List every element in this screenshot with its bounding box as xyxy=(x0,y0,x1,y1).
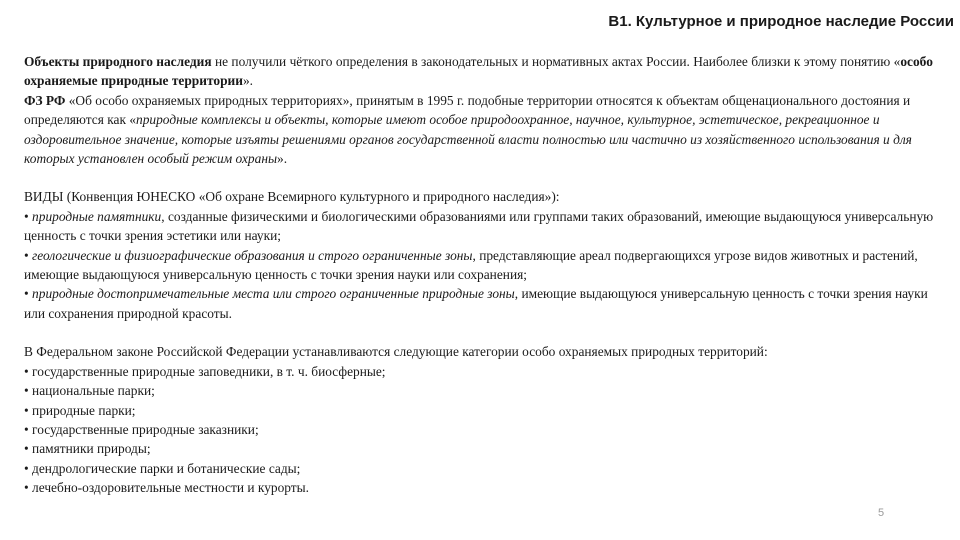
slide-content xyxy=(24,52,940,498)
list-item: • природные парки; xyxy=(24,402,136,418)
list-item: • лечебно-оздоровительные местности и курорты. xyxy=(24,480,309,496)
law-name: ФЗ РФ xyxy=(24,92,66,108)
list-item: • геологические и физиографические образования и строго ограниченные зоны, представляющие ареал подвергающихся угрозе видов животных и растений, имеющие выдающуюся универсальную ценность с точки зрения науки или сохранения; xyxy=(24,247,918,283)
term-protected-areas: особо охраняемые природные территории xyxy=(24,54,933,89)
paragraph-categories xyxy=(24,342,940,497)
paragraph-types xyxy=(24,187,940,323)
list-item: • государственные природные заказники; xyxy=(24,421,259,437)
term-natural-heritage: Объекты природного наследия xyxy=(24,54,212,69)
page-number: 5 xyxy=(878,507,885,519)
list-item: • государственные природные заповедники, в т. ч. биосферные; xyxy=(24,363,386,379)
text-segment: ». xyxy=(277,151,288,167)
types-heading: ВИДЫ (Конвенция ЮНЕСКО «Об охране Всемирного культурного и природного наследия»): xyxy=(24,189,560,205)
categories-intro: В Федеральном законе Российской Федерации устанавливаются следующие категории особо охраняемых природных территорий: xyxy=(24,344,768,360)
text-segment: ». xyxy=(242,73,253,89)
definition-text: природные комплексы и объекты, которые имеют особое природоохранное, научное, культурное, эстетическое, рекреационное и оздоровительное значение, которые изъяты решениями органов государственной власти полностью или частично из хозяйственного использования и для которых установлен особый режим охраны xyxy=(24,112,912,167)
list-item: • национальные парки; xyxy=(24,383,155,399)
text-segment: «Об особо охраняемых природных территориях», принятым в 1995 г. подобные территории относятся к объектам общенационального достояния и определяются как « xyxy=(24,92,911,128)
list-item: • природные достопримечательные места или строго ограниченные природные зоны, имеющие выдающуюся универсальную ценность с точки зрения науки или сохранения природной красоты. xyxy=(24,286,928,321)
list-item: • памятники природы; xyxy=(24,441,151,457)
list-item: • природные памятники, созданные физическими и биологическими образованиями или группами таких образований, имеющие выдающуюся универсальную ценность с точки зрения эстетики или науки; xyxy=(24,208,934,244)
paragraph-definition xyxy=(24,52,940,168)
text-segment: не получили чёткого определения в законодательных и нормативных актах России. Наиболее близки к этому понятию « xyxy=(211,54,901,69)
list-item: • дендрологические парки и ботанические сады; xyxy=(24,460,301,476)
slide-title: В1. Культурное и природное наследие России xyxy=(608,13,954,30)
